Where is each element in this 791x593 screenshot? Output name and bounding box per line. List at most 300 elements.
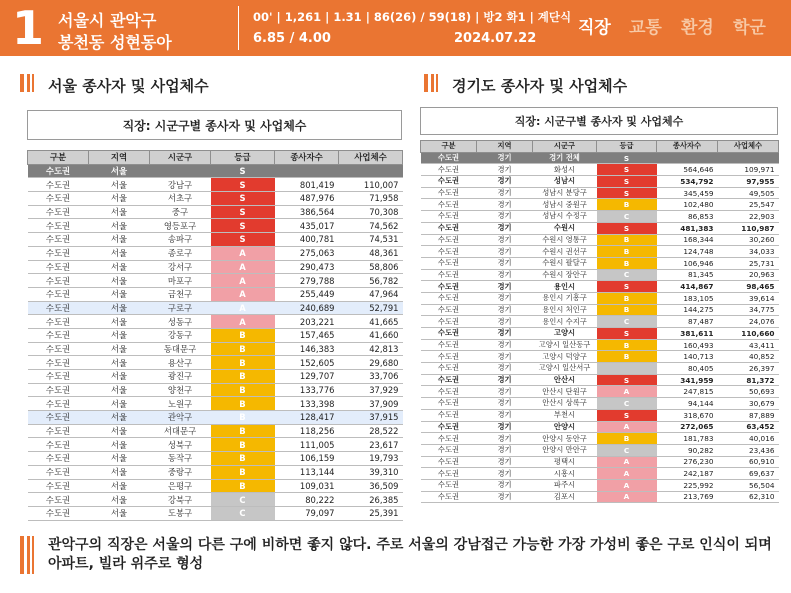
region-cell: 서울 xyxy=(89,452,150,466)
category-cell: 수도권 xyxy=(421,444,477,456)
business-count-cell: 23,436 xyxy=(718,444,779,456)
category-cell: 수도권 xyxy=(28,506,89,520)
region-cell: 경기 xyxy=(477,468,533,480)
category-cell: 수도권 xyxy=(28,233,89,247)
table-row xyxy=(28,164,403,178)
region-cell: 경기 xyxy=(477,246,533,258)
worker-count-cell: 345,459 xyxy=(657,187,718,199)
column-header: 지역 xyxy=(89,151,150,165)
region-cell: 경기 xyxy=(477,187,533,199)
grade-cell: B xyxy=(211,370,275,384)
region-cell: 서울 xyxy=(89,383,150,397)
table-row xyxy=(28,301,403,315)
worker-count-cell: 86,853 xyxy=(657,211,718,223)
grade-cell: S xyxy=(597,281,657,293)
header-location-district: 서울시 관악구 xyxy=(58,11,157,30)
category-cell: 수도권 xyxy=(28,315,89,329)
category-cell: 수도권 xyxy=(28,342,89,356)
worker-count-cell xyxy=(657,152,718,164)
column-header: 시군구 xyxy=(533,141,597,153)
district-cell: 안산시 xyxy=(533,374,597,386)
category-cell: 수도권 xyxy=(28,287,89,301)
district-cell: 고양시 덕양구 xyxy=(533,351,597,363)
worker-count-cell: 400,781 xyxy=(275,233,339,247)
grade-cell: C xyxy=(597,316,657,328)
category-cell: 수도권 xyxy=(421,152,477,164)
business-count-cell: 110,007 xyxy=(339,178,403,192)
column-header: 사업체수 xyxy=(718,141,779,153)
category-cell: 수도권 xyxy=(28,383,89,397)
table-row xyxy=(421,444,779,456)
grade-cell: C xyxy=(597,444,657,456)
header-score: 6.85 / 4.00 xyxy=(253,31,331,46)
header-number: 1 xyxy=(12,1,45,55)
table-row xyxy=(28,411,403,425)
district-cell: 수원시 장안구 xyxy=(533,269,597,281)
business-count-cell: 25,391 xyxy=(339,506,403,520)
business-count-cell: 48,361 xyxy=(339,246,403,260)
worker-count-cell: 133,776 xyxy=(275,383,339,397)
business-count-cell: 36,509 xyxy=(339,479,403,493)
table-row xyxy=(28,424,403,438)
worker-count-cell: 80,222 xyxy=(275,493,339,507)
seoul-workers-table xyxy=(27,150,403,521)
district-cell: 서초구 xyxy=(150,192,211,206)
table-row xyxy=(421,328,779,340)
business-count-cell: 39,310 xyxy=(339,465,403,479)
table-row xyxy=(28,192,403,206)
region-cell: 경기 xyxy=(477,479,533,491)
grade-cell: S xyxy=(211,192,275,206)
category-cell: 수도권 xyxy=(421,164,477,176)
category-cell: 수도권 xyxy=(421,246,477,258)
worker-count-cell: 146,383 xyxy=(275,342,339,356)
district-cell: 화성시 xyxy=(533,164,597,176)
table-row xyxy=(421,269,779,281)
tab-environment[interactable]: 환경 xyxy=(681,18,714,38)
district-cell: 동작구 xyxy=(150,452,211,466)
district-cell: 도봉구 xyxy=(150,506,211,520)
region-cell: 경기 xyxy=(477,339,533,351)
region-cell: 경기 xyxy=(477,304,533,316)
business-count-cell: 40,852 xyxy=(718,351,779,363)
worker-count-cell: 109,031 xyxy=(275,479,339,493)
category-cell: 수도권 xyxy=(421,351,477,363)
header-date: 2024.07.22 xyxy=(454,31,537,46)
category-cell: 수도권 xyxy=(28,479,89,493)
category-cell: 수도권 xyxy=(28,493,89,507)
business-count-cell: 70,308 xyxy=(339,205,403,219)
district-cell: 양천구 xyxy=(150,383,211,397)
business-count-cell: 47,964 xyxy=(339,287,403,301)
header-stats: 00' | 1,261 | 1.31 | 86(26) / 59(18) | 방2 화1 | 계단식 xyxy=(253,10,572,24)
business-count-cell: 50,693 xyxy=(718,386,779,398)
gyeonggi-table-title: 직장: 시군구별 종사자 및 사업체수 xyxy=(420,107,778,135)
district-cell: 성남시 xyxy=(533,176,597,188)
category-cell: 수도권 xyxy=(421,187,477,199)
grade-cell: S xyxy=(597,374,657,386)
district-cell: 강북구 xyxy=(150,493,211,507)
category-cell: 수도권 xyxy=(421,211,477,223)
grade-cell: A xyxy=(211,301,275,315)
table-row xyxy=(421,479,779,491)
grade-cell: C xyxy=(211,493,275,507)
region-cell: 서울 xyxy=(89,219,150,233)
region-cell: 서울 xyxy=(89,465,150,479)
business-count-cell: 39,614 xyxy=(718,292,779,304)
district-cell: 파주시 xyxy=(533,479,597,491)
seoul-table-title: 직장: 시군구별 종사자 및 사업체수 xyxy=(27,110,402,140)
business-count-cell: 30,260 xyxy=(718,234,779,246)
category-cell: 수도권 xyxy=(421,363,477,375)
worker-count-cell: 144,275 xyxy=(657,304,718,316)
worker-count-cell: 118,256 xyxy=(275,424,339,438)
region-cell: 경기 xyxy=(477,316,533,328)
district-cell: 강동구 xyxy=(150,328,211,342)
category-cell: 수도권 xyxy=(421,234,477,246)
region-cell: 경기 xyxy=(477,409,533,421)
district-cell: 송파구 xyxy=(150,233,211,247)
category-cell: 수도권 xyxy=(421,491,477,503)
worker-count-cell: 94,144 xyxy=(657,398,718,410)
table-row xyxy=(28,246,403,260)
region-cell: 서울 xyxy=(89,328,150,342)
grade-cell: B xyxy=(597,339,657,351)
region-cell: 경기 xyxy=(477,281,533,293)
grade-cell: B xyxy=(211,342,275,356)
district-cell: 중구 xyxy=(150,205,211,219)
worker-count-cell: 113,144 xyxy=(275,465,339,479)
grade-cell: B xyxy=(597,246,657,258)
business-count-cell: 25,547 xyxy=(718,199,779,211)
worker-count-cell: 183,105 xyxy=(657,292,718,304)
business-count-cell: 19,793 xyxy=(339,452,403,466)
category-cell: 수도권 xyxy=(421,257,477,269)
table-row xyxy=(421,199,779,211)
grade-cell: A xyxy=(597,456,657,468)
worker-count-cell: 152,605 xyxy=(275,356,339,370)
worker-count-cell: 80,405 xyxy=(657,363,718,375)
table-row xyxy=(28,370,403,384)
business-count-cell: 58,806 xyxy=(339,260,403,274)
worker-count-cell: 801,419 xyxy=(275,178,339,192)
column-header: 종사자수 xyxy=(275,151,339,165)
worker-count-cell: 487,976 xyxy=(275,192,339,206)
table-row xyxy=(421,409,779,421)
table-header-row xyxy=(421,141,779,153)
grade-cell: A xyxy=(211,260,275,274)
worker-count-cell: 106,159 xyxy=(275,452,339,466)
business-count-cell: 24,076 xyxy=(718,316,779,328)
grade-cell: B xyxy=(597,257,657,269)
table-row xyxy=(421,292,779,304)
district-cell: 성남시 중원구 xyxy=(533,199,597,211)
region-cell: 경기 xyxy=(477,176,533,188)
category-cell: 수도권 xyxy=(28,424,89,438)
grade-cell: S xyxy=(211,178,275,192)
grade-cell: B xyxy=(211,424,275,438)
business-count-cell: 20,963 xyxy=(718,269,779,281)
grade-cell: B xyxy=(597,234,657,246)
table-row xyxy=(421,246,779,258)
region-cell: 서울 xyxy=(89,424,150,438)
worker-count-cell xyxy=(275,164,339,178)
district-cell: 부천시 xyxy=(533,409,597,421)
worker-count-cell: 279,788 xyxy=(275,274,339,288)
business-count-cell: 69,637 xyxy=(718,468,779,480)
worker-count-cell: 247,815 xyxy=(657,386,718,398)
category-cell: 수도권 xyxy=(421,386,477,398)
table-row xyxy=(421,491,779,503)
grade-cell: S xyxy=(211,205,275,219)
worker-count-cell: 414,867 xyxy=(657,281,718,293)
grade-cell: B xyxy=(597,351,657,363)
grade-cell: A xyxy=(597,468,657,480)
business-count-cell: 26,397 xyxy=(718,363,779,375)
grade-cell: A xyxy=(211,246,275,260)
grade-cell: B xyxy=(211,356,275,370)
region-cell: 경기 xyxy=(477,398,533,410)
worker-count-cell: 133,398 xyxy=(275,397,339,411)
worker-count-cell: 290,473 xyxy=(275,260,339,274)
table-row xyxy=(421,398,779,410)
grade-cell: S xyxy=(597,222,657,234)
grade-cell: A xyxy=(211,274,275,288)
category-cell: 수도권 xyxy=(421,468,477,480)
table-row xyxy=(421,304,779,316)
district-cell: 광진구 xyxy=(150,370,211,384)
region-cell: 서울 xyxy=(89,479,150,493)
column-header: 사업체수 xyxy=(339,151,403,165)
district-cell: 안산시 단원구 xyxy=(533,386,597,398)
column-header: 등급 xyxy=(211,151,275,165)
worker-count-cell: 181,783 xyxy=(657,433,718,445)
table-row xyxy=(28,493,403,507)
table-row xyxy=(421,363,779,375)
worker-count-cell: 435,017 xyxy=(275,219,339,233)
region-cell: 경기 xyxy=(477,363,533,375)
table-row xyxy=(421,234,779,246)
region-cell: 경기 xyxy=(477,234,533,246)
category-cell: 수도권 xyxy=(421,328,477,340)
business-count-cell xyxy=(339,164,403,178)
tab-work[interactable]: 직장 xyxy=(578,18,611,38)
district-cell: 용인시 처인구 xyxy=(533,304,597,316)
category-cell: 수도권 xyxy=(28,411,89,425)
worker-count-cell: 341,959 xyxy=(657,374,718,386)
district-cell: 고양시 일산서구 xyxy=(533,363,597,375)
category-cell: 수도권 xyxy=(421,176,477,188)
tab-transport[interactable]: 교통 xyxy=(629,18,662,38)
region-cell: 경기 xyxy=(477,444,533,456)
district-cell xyxy=(150,164,211,178)
grade-cell: B xyxy=(211,411,275,425)
business-count-cell: 97,955 xyxy=(718,176,779,188)
district-cell: 수원시 영통구 xyxy=(533,234,597,246)
district-cell: 관악구 xyxy=(150,411,211,425)
column-header: 지역 xyxy=(477,141,533,153)
category-cell: 수도권 xyxy=(28,219,89,233)
category-cell: 수도권 xyxy=(421,269,477,281)
table-row xyxy=(421,421,779,433)
table-row xyxy=(28,465,403,479)
category-cell: 수도권 xyxy=(421,398,477,410)
business-count-cell: 109,971 xyxy=(718,164,779,176)
region-cell: 경기 xyxy=(477,351,533,363)
region-cell: 서울 xyxy=(89,274,150,288)
worker-count-cell: 79,097 xyxy=(275,506,339,520)
worker-count-cell: 168,344 xyxy=(657,234,718,246)
column-header: 구분 xyxy=(421,141,477,153)
grade-cell: S xyxy=(211,164,275,178)
table-row xyxy=(28,452,403,466)
district-cell: 용인시 수지구 xyxy=(533,316,597,328)
header-divider xyxy=(238,6,239,50)
district-cell: 수원시 팔달구 xyxy=(533,257,597,269)
category-cell: 수도권 xyxy=(28,356,89,370)
summary-comment: 관악구의 직장은 서울의 다른 구에 비하면 좋지 않다. 주로 서울의 강남접근 가능한 가장 가성비 좋은 구로 인식이 되며 아파트, 빌라 위주로 형성 xyxy=(48,537,772,572)
grade-cell: B xyxy=(597,292,657,304)
district-cell: 용산구 xyxy=(150,356,211,370)
grade-cell: B xyxy=(597,304,657,316)
worker-count-cell: 106,946 xyxy=(657,257,718,269)
district-cell: 고양시 xyxy=(533,328,597,340)
district-cell: 수원시 xyxy=(533,222,597,234)
table-row xyxy=(421,468,779,480)
business-count-cell: 98,465 xyxy=(718,281,779,293)
category-cell: 수도권 xyxy=(28,164,89,178)
section-title-gyeonggi: 경기도 종사자 및 사업체수 xyxy=(452,77,628,95)
grade-cell: B xyxy=(211,479,275,493)
worker-count-cell: 129,707 xyxy=(275,370,339,384)
region-cell: 서울 xyxy=(89,205,150,219)
table-row xyxy=(28,315,403,329)
table-row xyxy=(421,339,779,351)
table-row xyxy=(28,287,403,301)
business-count-cell: 23,617 xyxy=(339,438,403,452)
district-cell: 종로구 xyxy=(150,246,211,260)
district-cell: 평택시 xyxy=(533,456,597,468)
business-count-cell: 29,680 xyxy=(339,356,403,370)
district-cell: 노원구 xyxy=(150,397,211,411)
district-cell: 금천구 xyxy=(150,287,211,301)
business-count-cell: 110,987 xyxy=(718,222,779,234)
region-cell: 경기 xyxy=(477,199,533,211)
district-cell: 성동구 xyxy=(150,315,211,329)
grade-cell: S xyxy=(211,233,275,247)
category-cell: 수도권 xyxy=(421,304,477,316)
region-cell: 서울 xyxy=(89,342,150,356)
region-cell: 서울 xyxy=(89,397,150,411)
worker-count-cell: 157,465 xyxy=(275,328,339,342)
district-cell: 동대문구 xyxy=(150,342,211,356)
category-cell: 수도권 xyxy=(28,370,89,384)
district-cell: 서대문구 xyxy=(150,424,211,438)
grade-cell: A xyxy=(597,491,657,503)
table-row xyxy=(421,164,779,176)
grade-cell: A xyxy=(597,421,657,433)
category-cell: 수도권 xyxy=(28,397,89,411)
grade-cell: A xyxy=(211,315,275,329)
table-row xyxy=(28,260,403,274)
business-count-cell: 41,665 xyxy=(339,315,403,329)
district-cell: 고양시 일산동구 xyxy=(533,339,597,351)
category-cell: 수도권 xyxy=(421,222,477,234)
table-row xyxy=(421,351,779,363)
category-cell: 수도권 xyxy=(28,438,89,452)
business-count-cell: 26,385 xyxy=(339,493,403,507)
table-row xyxy=(28,397,403,411)
business-count-cell: 56,782 xyxy=(339,274,403,288)
worker-count-cell: 128,417 xyxy=(275,411,339,425)
worker-count-cell: 90,282 xyxy=(657,444,718,456)
table-row xyxy=(28,233,403,247)
region-cell: 서울 xyxy=(89,493,150,507)
category-cell: 수도권 xyxy=(421,409,477,421)
table-row xyxy=(421,386,779,398)
region-cell: 경기 xyxy=(477,421,533,433)
worker-count-cell: 203,221 xyxy=(275,315,339,329)
worker-count-cell: 242,187 xyxy=(657,468,718,480)
district-cell: 시흥시 xyxy=(533,468,597,480)
worker-count-cell: 81,345 xyxy=(657,269,718,281)
tab-school[interactable]: 학군 xyxy=(733,18,766,38)
district-cell: 은평구 xyxy=(150,479,211,493)
table-row xyxy=(421,281,779,293)
district-cell: 강남구 xyxy=(150,178,211,192)
table-row xyxy=(28,274,403,288)
district-cell: 경기 전체 xyxy=(533,152,597,164)
business-count-cell: 34,775 xyxy=(718,304,779,316)
grade-cell: S xyxy=(597,409,657,421)
region-cell: 서울 xyxy=(89,315,150,329)
header-bar xyxy=(0,0,791,56)
worker-count-cell: 276,230 xyxy=(657,456,718,468)
business-count-cell: 63,452 xyxy=(718,421,779,433)
district-cell: 김포시 xyxy=(533,491,597,503)
business-count-cell: 52,791 xyxy=(339,301,403,315)
table-row xyxy=(28,178,403,192)
region-cell: 서울 xyxy=(89,438,150,452)
region-cell: 서울 xyxy=(89,192,150,206)
district-cell: 구로구 xyxy=(150,301,211,315)
worker-count-cell: 481,383 xyxy=(657,222,718,234)
business-count-cell: 110,660 xyxy=(718,328,779,340)
table-row xyxy=(28,479,403,493)
grade-cell: B xyxy=(211,383,275,397)
category-cell: 수도권 xyxy=(28,452,89,466)
worker-count-cell: 111,005 xyxy=(275,438,339,452)
grade-cell: B xyxy=(597,199,657,211)
region-cell: 경기 xyxy=(477,269,533,281)
grade-cell: C xyxy=(211,506,275,520)
district-cell: 영등포구 xyxy=(150,219,211,233)
table-row xyxy=(421,433,779,445)
grade-cell: C xyxy=(597,211,657,223)
category-cell: 수도권 xyxy=(421,374,477,386)
business-count-cell: 71,958 xyxy=(339,192,403,206)
worker-count-cell: 272,065 xyxy=(657,421,718,433)
region-cell: 서울 xyxy=(89,178,150,192)
category-cell: 수도권 xyxy=(28,205,89,219)
worker-count-cell: 255,449 xyxy=(275,287,339,301)
region-cell: 서울 xyxy=(89,287,150,301)
business-count-cell: 56,504 xyxy=(718,479,779,491)
worker-count-cell: 275,063 xyxy=(275,246,339,260)
category-cell: 수도권 xyxy=(28,246,89,260)
grade-cell: S xyxy=(597,164,657,176)
business-count-cell: 41,660 xyxy=(339,328,403,342)
